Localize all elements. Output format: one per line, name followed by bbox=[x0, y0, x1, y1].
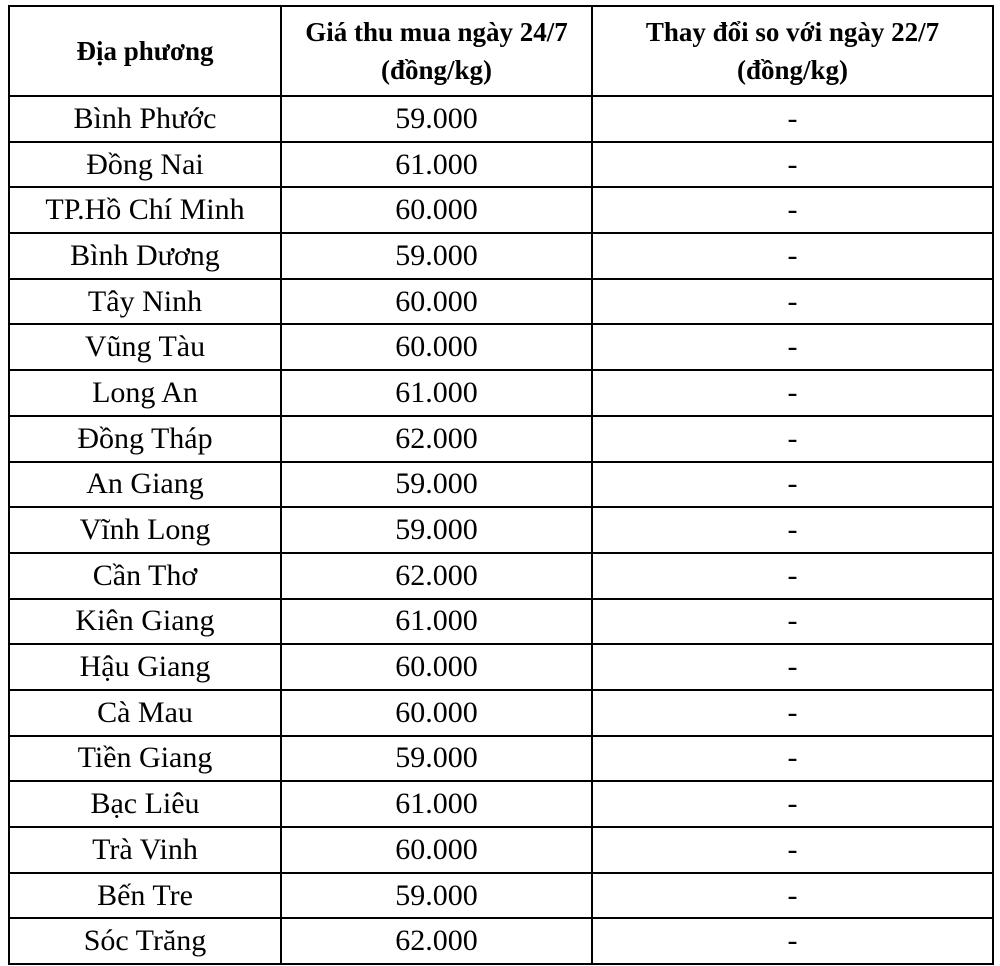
cell-locality: An Giang bbox=[9, 462, 281, 508]
cell-locality: TP.Hồ Chí Minh bbox=[9, 187, 281, 233]
table-row bbox=[9, 96, 993, 142]
table-row bbox=[9, 781, 993, 827]
cell-price: 60.000 bbox=[281, 690, 592, 736]
table-row bbox=[9, 644, 993, 690]
cell-price: 60.000 bbox=[281, 279, 592, 325]
header-locality: Địa phương bbox=[9, 6, 281, 96]
cell-change: - bbox=[592, 507, 993, 553]
cell-change: - bbox=[592, 599, 993, 645]
table-row bbox=[9, 690, 993, 736]
cell-change: - bbox=[592, 142, 993, 188]
cell-price: 62.000 bbox=[281, 416, 592, 462]
cell-change: - bbox=[592, 324, 993, 370]
cell-change: - bbox=[592, 187, 993, 233]
cell-change: - bbox=[592, 416, 993, 462]
cell-change: - bbox=[592, 233, 993, 279]
table-row bbox=[9, 736, 993, 782]
table-body bbox=[9, 96, 993, 964]
cell-locality: Đồng Tháp bbox=[9, 416, 281, 462]
cell-change: - bbox=[592, 690, 993, 736]
cell-locality: Cần Thơ bbox=[9, 553, 281, 599]
cell-price: 59.000 bbox=[281, 736, 592, 782]
cell-change: - bbox=[592, 462, 993, 508]
cell-locality: Tây Ninh bbox=[9, 279, 281, 325]
cell-price: 61.000 bbox=[281, 370, 592, 416]
cell-price: 62.000 bbox=[281, 918, 592, 964]
table-row bbox=[9, 918, 993, 964]
table-row bbox=[9, 507, 993, 553]
cell-price: 59.000 bbox=[281, 462, 592, 508]
cell-locality: Vũng Tàu bbox=[9, 324, 281, 370]
cell-locality: Bạc Liêu bbox=[9, 781, 281, 827]
cell-change: - bbox=[592, 873, 993, 919]
cell-change: - bbox=[592, 736, 993, 782]
table-row bbox=[9, 827, 993, 873]
table-row bbox=[9, 553, 993, 599]
cell-locality: Đồng Nai bbox=[9, 142, 281, 188]
cell-change: - bbox=[592, 827, 993, 873]
cell-change: - bbox=[592, 644, 993, 690]
cell-change: - bbox=[592, 918, 993, 964]
cell-locality: Sóc Trăng bbox=[9, 918, 281, 964]
cell-price: 60.000 bbox=[281, 187, 592, 233]
header-change: Thay đổi so với ngày 22/7 (đồng/kg) bbox=[592, 6, 993, 96]
table-row bbox=[9, 233, 993, 279]
cell-price: 59.000 bbox=[281, 233, 592, 279]
table-row bbox=[9, 599, 993, 645]
cell-locality: Kiên Giang bbox=[9, 599, 281, 645]
header-purchase-price: Giá thu mua ngày 24/7 (đồng/kg) bbox=[281, 6, 592, 96]
cell-locality: Trà Vinh bbox=[9, 827, 281, 873]
cell-price: 61.000 bbox=[281, 599, 592, 645]
cell-locality: Cà Mau bbox=[9, 690, 281, 736]
cell-price: 60.000 bbox=[281, 644, 592, 690]
cell-price: 59.000 bbox=[281, 507, 592, 553]
cell-price: 60.000 bbox=[281, 827, 592, 873]
cell-locality: Bình Dương bbox=[9, 233, 281, 279]
cell-price: 61.000 bbox=[281, 781, 592, 827]
cell-price: 59.000 bbox=[281, 96, 592, 142]
cell-change: - bbox=[592, 781, 993, 827]
cell-change: - bbox=[592, 279, 993, 325]
table-row bbox=[9, 324, 993, 370]
cell-change: - bbox=[592, 370, 993, 416]
table-row bbox=[9, 187, 993, 233]
table-row bbox=[9, 873, 993, 919]
cell-locality: Hậu Giang bbox=[9, 644, 281, 690]
table-row bbox=[9, 370, 993, 416]
table-row bbox=[9, 142, 993, 188]
cell-locality: Bình Phước bbox=[9, 96, 281, 142]
table-row bbox=[9, 279, 993, 325]
cell-price: 61.000 bbox=[281, 142, 592, 188]
cell-locality: Long An bbox=[9, 370, 281, 416]
cell-price: 60.000 bbox=[281, 324, 592, 370]
table-row bbox=[9, 462, 993, 508]
cell-locality: Vĩnh Long bbox=[9, 507, 281, 553]
cell-price: 59.000 bbox=[281, 873, 592, 919]
table-header-row bbox=[9, 6, 993, 96]
table-row bbox=[9, 416, 993, 462]
cell-change: - bbox=[592, 553, 993, 599]
cell-locality: Bến Tre bbox=[9, 873, 281, 919]
cell-change: - bbox=[592, 96, 993, 142]
cell-price: 62.000 bbox=[281, 553, 592, 599]
price-table bbox=[8, 5, 994, 965]
cell-locality: Tiền Giang bbox=[9, 736, 281, 782]
